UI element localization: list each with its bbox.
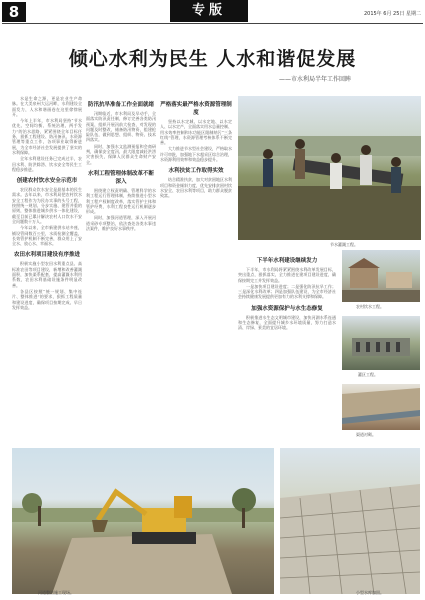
article-column-3 [160,96,232,441]
article-column-2 [86,96,156,441]
caption-photo3: 灌区工程。 [358,372,378,377]
photo-reservoir-reinforcement-art [280,448,420,594]
photo-village-water-art [342,250,420,302]
photo-excavator-site [12,448,274,594]
article-column-1 [12,96,82,441]
photo-irrigation-workers-art [238,96,421,240]
sec4-para-2: 同时，加强河道管理，深入开展河道采砂专项整治，依法查处各类水事违法案件，维护良好水事秩序。 [86,215,156,232]
section-title-1: 创建农村饮水安全示范市 [16,178,78,185]
caption-photo1: 节水灌溉工程。 [330,242,358,247]
masthead-rule [2,23,423,24]
section-title-4: 水利工程管理体制改革不断深入 [87,170,154,185]
section-title-6: 水利扶贫工作取得实效 [168,168,224,175]
photo-village-water [342,250,420,302]
sec4-para-1: 围绕建立权责明确、管理科学的水利工程运行管理体制，持续推进小型水利工程产权制度改革，落实管护主体和管护经费，水利工程良性运行机制逐步形成。 [86,187,156,215]
sec3-para-1: 汛期临近，市水利局及早动手，全面落实防汛责任制，修订完善各类防汛预案，组织开展汛前大检查，对发现的问题及时整改，储备防汛物资，组建抢险队伍，做到思想、组织、物资、技术四落实。 [86,111,156,143]
sec1-para-2: 今年以来，全市新建供水站多座，铺设管网数百公里，水质检测全覆盖，长效管护机制不断完善，群众用上了安全水、放心水、幸福水。 [12,225,82,247]
caption-photo4: 渠道衬砌。 [356,432,376,437]
caption-photo6: 小型水库加固。 [356,590,384,595]
caption-photo2: 农村饮水工程。 [356,304,384,309]
subheadline: ——市水利局半年工作回眸 [278,76,351,83]
sec1-para-1: 农民群众饮水安全是最基本的民生需求。去年以来，市水利局把农村饮水安全工程作为为民办实事的头号工程，按照统一规划、分步实施、建管并重的原则，整体推进城乡供水一体化建设，截至目前已累计解决农村人口饮水不安全问题数十万人。 [12,187,82,224]
sec7-para-2: 一是加快项目建设进度；二是强化防汛抗旱工作；三是深化水利改革；四是加强队伍建设，为全市经济社会持续健康发展提供更加有力的水利支撑和保障。 [238,283,336,300]
section-title-2: 农田水利项目建设有序推进 [13,252,80,259]
intro-para-1: 水是生命之源，更是农业生产命脉。在大美泉州大运河畔，水利建设全面发力，人水和谐画卷在这里徐徐展开。 [12,96,82,117]
section-title-5: 严格落实最严格水资源管理制度 [160,102,232,116]
intro-para-2: 今年上半年，市水利局坚持“节水优先、空间均衡、系统治理、两手发力”的治水思路，紧紧围绕全年目标任务，狠抓工程建设、防汛备汛、水资源管理等重点工作，各项事业取得新进展，为全市经济社会发展提供了坚实的水利保障。 [12,118,82,155]
sec5-para-2: 大力推进节水型社会建设，严格取水许可审批，加强地下水超采区综合治理，水资源利用效率和效益稳步提升。 [160,146,232,163]
sec2-para-1: 积极实施小型农田水利重点县、高标准农田等项目建设，新增和改善灌溉面积，加快渠系配套，提高灌溉水利用系数，农田水利基础设施条件明显改善。 [12,261,82,288]
sec2-para-2: 各县区按照“统一规划、集中连片、整体推进”的要求，狠抓工程质量和建设进度，确保项目按期完成、早日发挥效益。 [12,288,82,310]
photo-canal-lining [342,384,420,430]
photo-excavator-site-art [12,448,274,594]
sec6-para-1: 结合精准扶贫，加大对贫困地区水利项目和资金倾斜力度，优先安排贫困村饮水安全、农田水利等项目，助力群众脱贫致富。 [160,177,232,199]
sec3-para-2: 同时，加强水文监测预报和会商研判，确保安全度汛，最大限度减轻洪涝灾害损失，保障人民群众生命财产安全。 [86,143,156,165]
dateline: 2015年 6月 25日 星期二 [363,11,421,17]
headline: 倾心水利为民生 人水和谐促发展 [68,48,357,70]
page-number: 8 [2,2,26,22]
sec8-para-1: 积极推进水生态文明城市建设，加快河湖水系连通和生态修复，全面提升城乡水环境质量，努力打造水清、岸绿、景美的宜居环境。 [238,314,336,331]
caption-photo5: 河道整治施工现场。 [38,590,74,595]
article-column-4 [238,252,336,442]
sec7-para-1: 下半年，市水利局将紧紧围绕水利改革发展目标，突出重点，狠抓落实，全力推进在建项目建设进度，确保按期完工并发挥效益。 [238,267,336,283]
section-title-3: 防汛抗旱准备工作全面就绪 [87,102,154,108]
sec5-para-1: 坚持以水定城、以水定地、以水定人、以水定产，全面落实用水总量控制、用水效率控制和水功能区限制纳污“三条红线”管理，水资源管理考核体系不断完善。 [160,119,232,146]
intro-para-3: 全年水利建设任务已完成过半，农田水利、防洪除涝、饮水安全等民生工程稳步推进。 [12,156,82,172]
photo-irrigation-district [342,316,420,370]
photo-canal-lining-art [342,384,420,430]
photo-irrigation-district-art [342,316,420,370]
photo-irrigation-workers [238,96,421,240]
section-rubric: 专版 [170,0,248,22]
section-title-8: 加强水资源保护与水生态修复 [251,305,323,312]
section-title-7: 下半年水利建设继续发力 [256,258,318,264]
photo-reservoir-reinforcement [280,448,420,594]
